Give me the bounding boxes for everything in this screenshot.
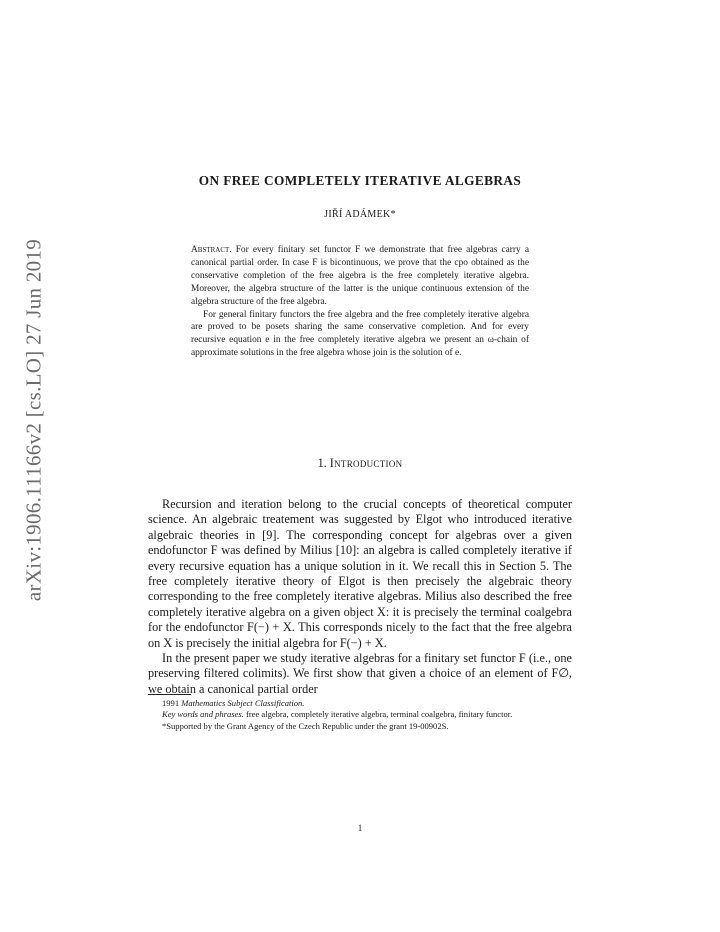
footnote-keywords: Key words and phrases. free algebra, completely iterative algebra, terminal coalgebra, finitary functor. [162,709,513,720]
section-number: 1. [317,456,330,470]
paper-title: ON FREE COMPLETELY ITERATIVE ALGEBRAS [198,173,522,188]
footnote-msc: 1991 Mathematics Subject Classification. [162,698,305,708]
footnote-rule [148,694,191,695]
abstract-text-1: For every finitary set functor F we demonstrate that free algebras carry a canonical partial order. In case F is bicontinuous, we prove that the cpo obtained as the conservative completion of the free algebra is the free completely iterative algebra. Moreover, the algebra structure of the latter is the unique continuous extension of the algebra structure of the free algebra. [191,245,529,307]
body-paragraph-2: In the present paper we study iterative algebras for a finitary set functor F (i.e., one preserving filtered colimits). We first show that given a choice of an element of F∅, we obtain a canonical partial order [148,651,572,696]
arxiv-stamp: arXiv:1906.11166v2 [cs.LO] 27 Jun 2019 [21,238,46,602]
section-heading [0,456,720,471]
footnote-support: *Supported by the Grant Agency of the Czech Republic under the grant 19-00902S. [162,720,449,731]
abstract-paragraph-1 [191,244,529,309]
page-number: 1 [357,823,363,833]
section-title: Introduction [329,456,403,470]
body-paragraph-1: Recursion and iteration belong to the crucial concepts of theoretical computer science. An algebraic treatement was suggested by Elgot who introduced iterative algebraic theories in [9]. The corresponding concept for algebras over a given endofunctor F was defined by Milius [10]: an algebra is called completely iterative if every recursive equation has a unique solution in it. We recall this in Section 5. The free completely iterative theory of Elgot is then precisely the algebraic theory corresponding to the free completely iterative algebras. Milius also described the free completely iterative algebra on a given object X: it is precisely the terminal coalgebra for the endofunctor F(−) + X. This corresponds nicely to the fact that the free algebra on X is precisely the initial algebra for F(−) + X. [148,497,572,650]
footnotes [148,698,572,732]
abstract-heading: Abstract. [191,245,232,255]
body-text [148,497,572,697]
abstract-paragraph-2: For general finitary functors the free algebra and the free completely iterative algebra are proved to be posets sharing the same conservative completion. And for every recursive equation e in the free completely iterative algebra we present an ω-chain of approximate solutions in the free algebra whose join is the solution of e. [191,309,529,359]
author: JIŘÍ ADÁMEK* [324,209,396,220]
abstract [191,244,529,360]
